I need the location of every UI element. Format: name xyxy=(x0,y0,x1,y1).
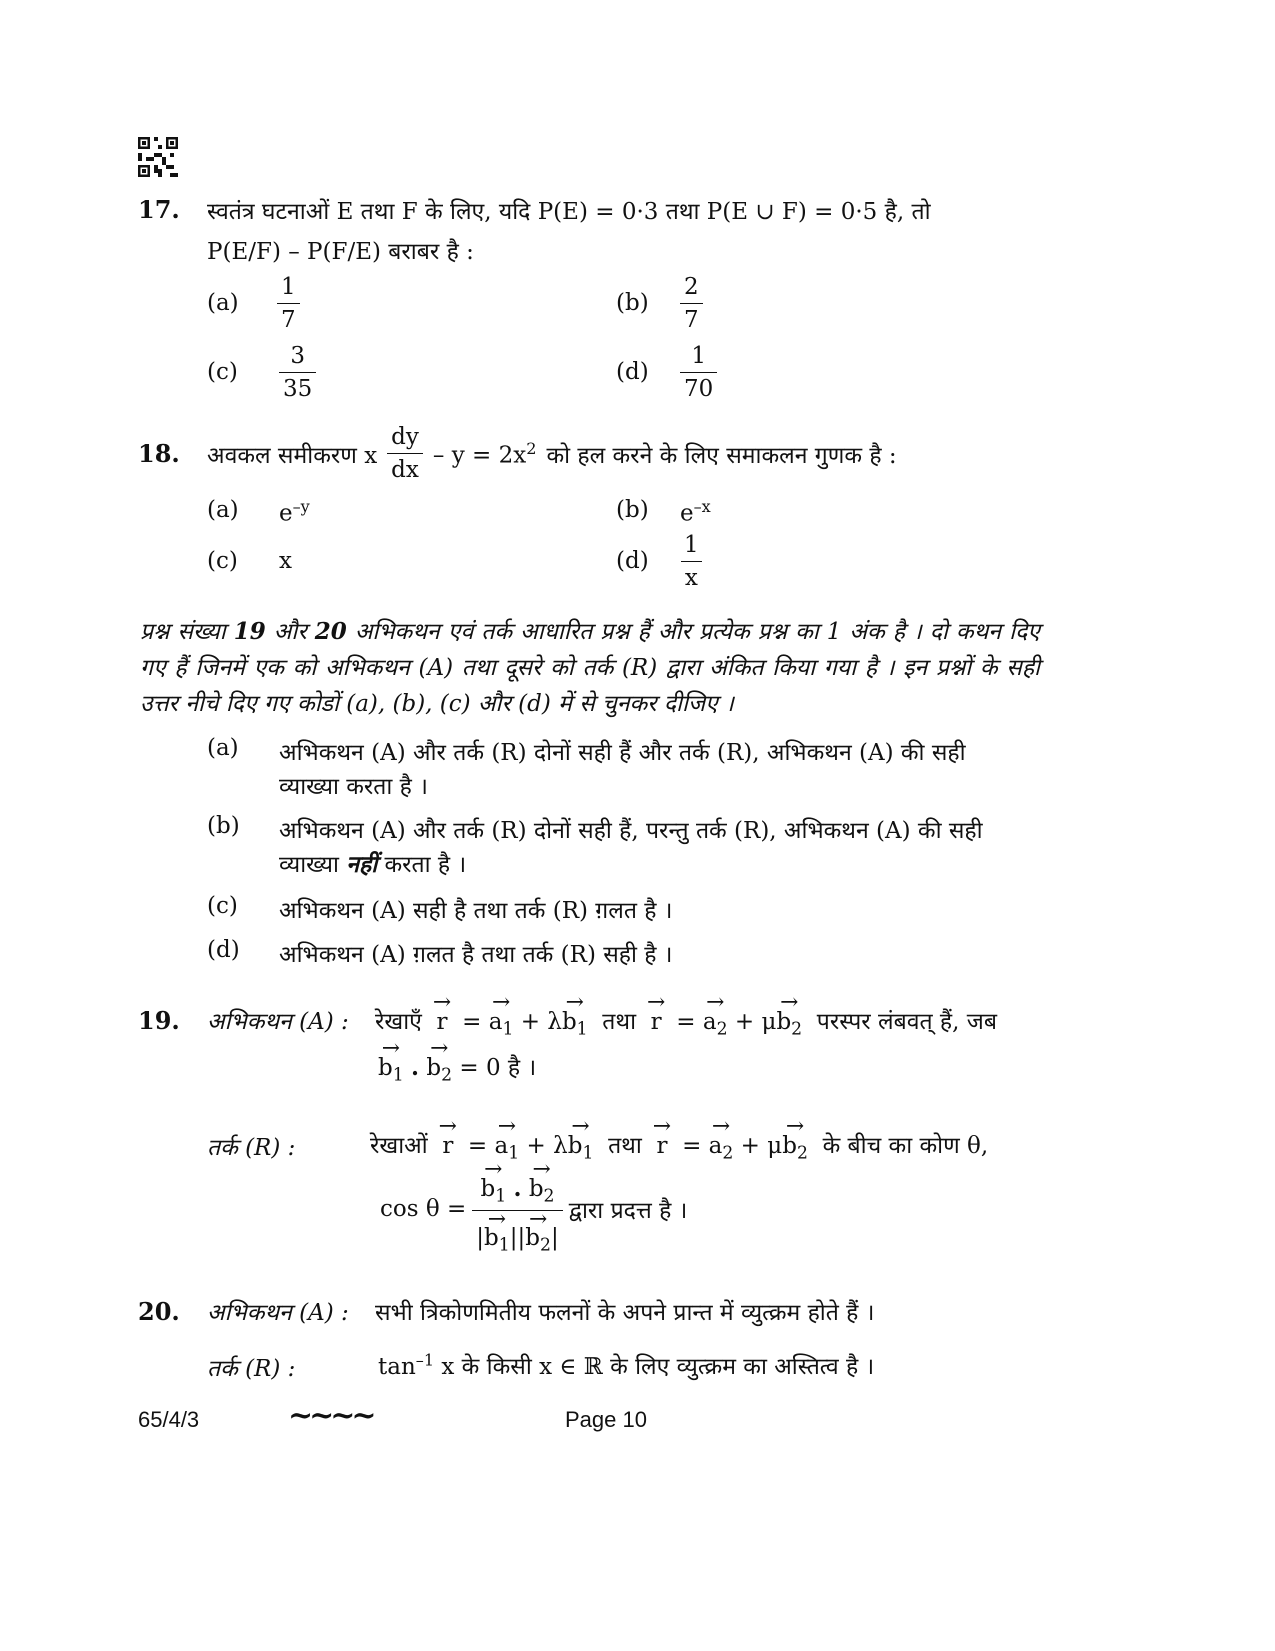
q20-reason-label: तर्क (R) : xyxy=(207,1356,296,1382)
code-c-text: अभिकथन (A) सही है तथा तर्क (R) ग़लत है । xyxy=(279,898,673,924)
q18-option-c-label: (c) xyxy=(207,548,238,574)
q17-option-a-value: $\frac{1}{7}$ xyxy=(277,274,300,334)
footer-wavy: ~~~~ xyxy=(288,1398,373,1433)
footer-page: Page 10 xyxy=(565,1407,647,1432)
q19-reason-line1: रेखाओं → r = → $a_1 + \lambda\to b_1$ तथा → r = → $a_2 + \mu\to b_2$ के बीच का कोण θ, xyxy=(370,1128,988,1164)
qr-code xyxy=(138,137,178,183)
q17-option-b-label: (b) xyxy=(616,290,649,316)
q19-reason-formula xyxy=(380,1162,687,1257)
q17-option-d-value: $\frac{1}{70}$ xyxy=(680,343,717,403)
instructions-paragraph: प्रश्न संख्या 19 और 20 अभिकथन एवं तर्क आधारित प्रश्न हैं और प्रत्येक प्रश्न का 1 अंक है । दो कथन दिए गए हैं जिनमें एक को अभिकथन (A) तथा दूसरे को तर्क (R) द्वारा अंकित किया गया है । इन प्रश्नों के सही उत्तर नीचे दिए गए कोडों (a), (b), (c) और (d) में से चुनकर दीजिए । xyxy=(140,618,1040,717)
cos-fraction: → $\frac{b_1 . \to b_2}{|\to b_1||\to b_2|}$ xyxy=(472,1162,562,1257)
code-b-label: (b) xyxy=(207,813,240,839)
q19-assertion-label: अभिकथन (A) : xyxy=(207,1009,349,1035)
q19-reason-label: तर्क (R) : xyxy=(207,1135,296,1161)
q17-option-a-label: (a) xyxy=(207,290,239,316)
q18-option-b-value: $e^{-x}$ xyxy=(680,497,711,527)
q17-option-d-label: (d) xyxy=(616,359,649,385)
cos-prefix: cos θ = xyxy=(380,1196,467,1223)
q20-assertion-label: अभिकथन (A) : xyxy=(207,1300,349,1326)
q17-line1: स्वतंत्र घटनाओं E तथा F के लिए, यदि P(E) = 0·3 तथा P(E ∪ F) = 0·5 है, तो xyxy=(207,199,931,225)
q18-option-b-label: (b) xyxy=(616,497,649,523)
code-b-line1: अभिकथन (A) और तर्क (R) दोनों सही हैं, परन्तु तर्क (R), अभिकथन (A) की सही xyxy=(279,818,983,844)
code-d-text: अभिकथन (A) ग़लत है तथा तर्क (R) सही है । xyxy=(279,942,673,968)
footer-code: 65/4/3 xyxy=(138,1407,200,1432)
code-a-line2: व्याख्या करता है । xyxy=(279,774,428,800)
q17-option-c-value: $\frac{3}{35}$ xyxy=(279,343,316,403)
q20-reason-text: $\tan^{-1} x$ के किसी x ∈ ℝ के लिए व्युत्क्रम का अस्तित्व है । xyxy=(378,1350,875,1380)
q18-option-a-label: (a) xyxy=(207,497,239,523)
code-b-line2: व्याख्या नहीं करता है । xyxy=(279,851,467,878)
code-a-line1: अभिकथन (A) और तर्क (R) दोनों सही हैं और तर्क (R), अभिकथन (A) की सही xyxy=(279,740,966,766)
q17-number: 17. xyxy=(138,195,180,224)
q18-number: 18. xyxy=(138,439,180,468)
q18-mid: – $y = 2x^2$ xyxy=(432,439,537,469)
q17-option-b-value: $\frac{2}{7}$ xyxy=(680,274,703,334)
q18-option-d-value: $\frac{1}{x}$ xyxy=(680,532,703,592)
q18-suffix: को हल करने के लिए समाकलन गुणक है : xyxy=(546,442,897,469)
reason-end: द्वारा प्रदत्त है । xyxy=(568,1198,688,1225)
code-c-label: (c) xyxy=(207,893,238,919)
q18-prefix: अवकल समीकरण x xyxy=(207,442,378,469)
q20-assertion-text: सभी त्रिकोणमितीय फलनों के अपने प्रान्त में व्युत्क्रम होते हैं । xyxy=(375,1300,875,1326)
q19-assertion-line2: → $b_1$ . → $b_2 = 0$ है । xyxy=(378,1050,536,1086)
q17-line2: P(E/F) – P(F/E) बराबर है : xyxy=(207,239,474,265)
q20-number: 20. xyxy=(138,1297,180,1326)
q18-option-c-value: x xyxy=(279,548,292,574)
q18-fraction: $\frac{dy}{dx}$ xyxy=(387,424,423,484)
q18-option-a-value: $e^{-y}$ xyxy=(279,497,310,527)
code-d-label: (d) xyxy=(207,937,240,963)
q19-assertion-line1: रेखाएँ → r = → $a_1 + \lambda\to b_1$ तथा → r = → $a_2 + \mu\to b_2$ परस्पर लंबवत् हैं, जब xyxy=(375,1004,997,1040)
q19-number: 19. xyxy=(138,1006,180,1035)
q18-option-d-label: (d) xyxy=(616,548,649,574)
code-a-label: (a) xyxy=(207,735,239,761)
q17-option-c-label: (c) xyxy=(207,359,238,385)
q18-text xyxy=(207,424,897,484)
